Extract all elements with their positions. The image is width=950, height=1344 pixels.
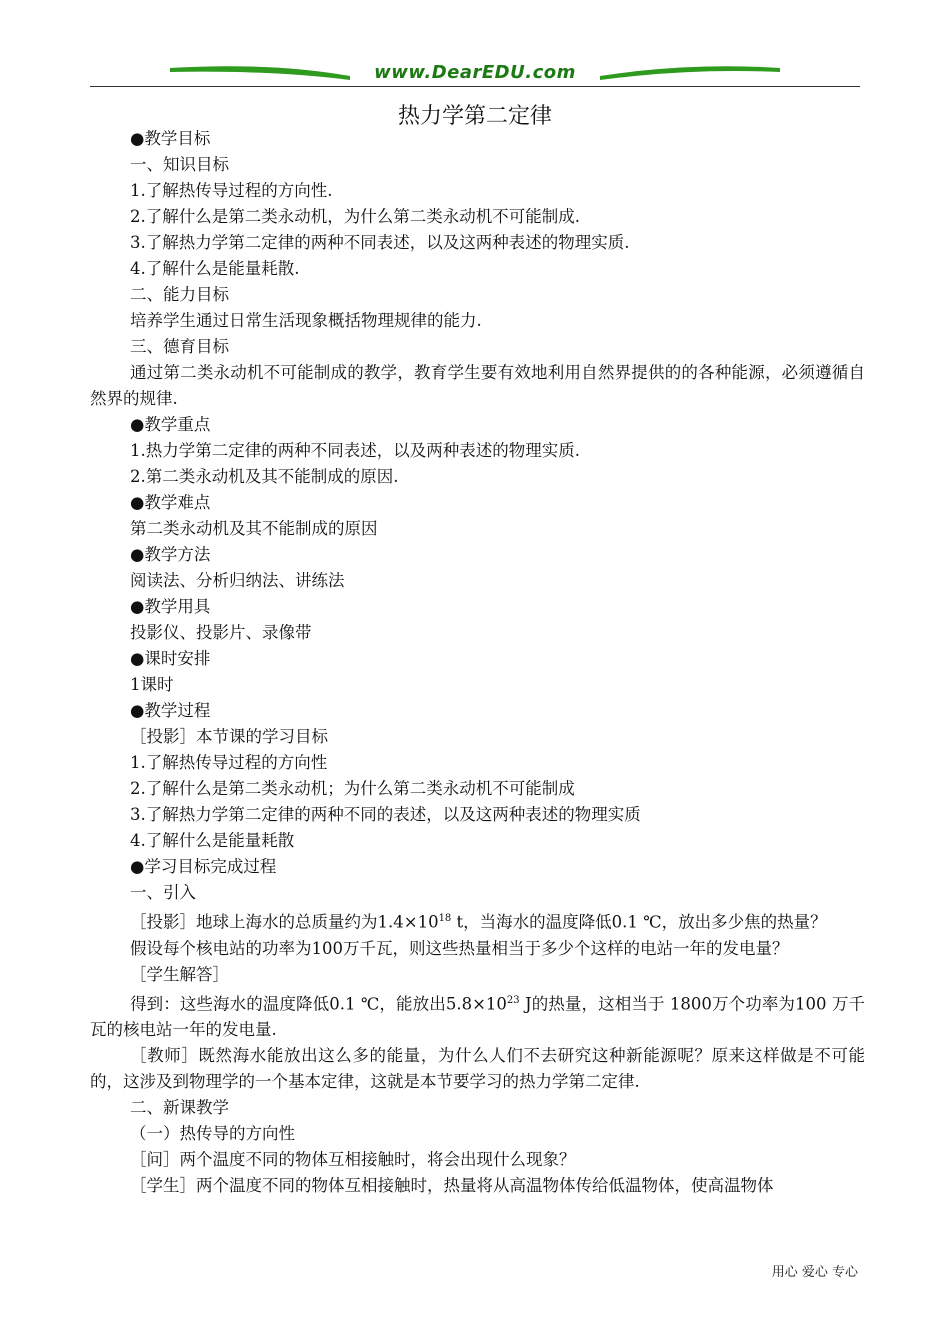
text-line: 2.了解什么是第二类永动机；为什么第二类永动机不可能制成: [130, 779, 575, 798]
site-logo-text[interactable]: www.DearEDU.com: [374, 62, 576, 83]
paragraph: ［教师］既然海水能放出这么多的能量，为什么人们不去研究这种新能源呢？原来这样做是不可能的，这涉及到物理学的一个基本定律，这就是本节要学习的热力学第二定律.: [90, 1046, 865, 1091]
text-line: ●学习目标完成过程: [130, 857, 277, 876]
text-line: ●教学难点: [130, 493, 211, 512]
text-line: 一、知识目标: [130, 155, 229, 174]
paragraph: 假设每个核电站的功率为100万千瓦，则这些热量相当于多少个这样的电站一年的发电量？: [130, 938, 789, 958]
text-line: 二、新课教学: [130, 1098, 229, 1117]
text-line: 3.了解热力学第二定律的两种不同的表述，以及这两种表述的物理实质: [130, 805, 641, 824]
text-line: 3.了解热力学第二定律的两种不同表述，以及这两种表述的物理实质.: [130, 233, 630, 252]
text-line: 一、引入: [130, 883, 196, 902]
text-line: 1课时: [130, 675, 174, 694]
document-body: [90, 126, 865, 1199]
text-line: ●教学方法: [130, 545, 211, 564]
text-line: 2.了解什么是第二类永动机，为什么第二类永动机不可能制成.: [130, 207, 580, 226]
paragraph: 通过第二类永动机不可能制成的教学，教育学生要有效地利用自然界提供的的各种能源，必须遵循自然界的规律.: [90, 363, 865, 408]
text-line: 投影仪、投影片、录像带: [130, 623, 312, 642]
paragraph: [90, 988, 865, 1044]
text-line: ●教学目标: [130, 129, 211, 148]
text-line: 三、德育目标: [130, 337, 229, 356]
text-line: 4.了解什么是能量耗散: [130, 831, 295, 850]
text-line: 培养学生通过日常生活现象概括物理规律的能力.: [130, 311, 482, 330]
paragraph-text: 得到：这些海水的温度降低0.1 ℃，能放出5.8×10: [130, 994, 507, 1013]
text-line: 二、能力目标: [130, 285, 229, 304]
exponent: 18: [438, 913, 452, 924]
paragraph: [90, 906, 865, 936]
page-footer: 用心 爱心 专心: [771, 1265, 858, 1280]
text-line: ［学生解答］: [130, 964, 229, 984]
text-line: 4.了解什么是能量耗散.: [130, 259, 300, 278]
text-line: 1.了解热传导过程的方向性.: [130, 181, 333, 200]
text-line: ［投影］本节课的学习目标: [130, 727, 328, 746]
text-line: ●教学重点: [130, 415, 211, 434]
text-line: 2.第二类永动机及其不能制成的原因.: [130, 467, 399, 486]
paragraph-text: J的热量，这相当于 1800万个功率为100 万千瓦的核电站一年的发电量.: [90, 994, 865, 1039]
text-line: （一）热传导的方向性: [130, 1124, 295, 1143]
header-rule: [90, 86, 860, 87]
text-line: ●教学过程: [130, 701, 211, 720]
text-line: ●教学用具: [130, 597, 211, 616]
paragraph-text: t，当海水的温度降低0.1 ℃，放出多少焦的热量？: [451, 912, 827, 932]
text-line: 1.热力学第二定律的两种不同表述，以及两种表述的物理实质.: [130, 441, 580, 460]
text-line: 1.了解热传导过程的方向性: [130, 753, 328, 772]
exponent: 23: [506, 994, 520, 1006]
text-line: 第二类永动机及其不能制成的原因: [130, 519, 378, 538]
page-title: 热力学第二定律: [397, 104, 552, 129]
text-line: ［问］两个温度不同的物体互相接触时，将会出现什么现象？: [130, 1150, 576, 1169]
text-line: ●课时安排: [130, 649, 211, 668]
paragraph: ［学生］两个温度不同的物体互相接触时，热量将从高温物体传给低温物体，使高温物体: [130, 1176, 774, 1195]
text-line: 阅读法、分析归纳法、讲练法: [130, 571, 345, 590]
paragraph-text: ［投影］地球上海水的总质量约为1.4×10: [130, 912, 439, 932]
